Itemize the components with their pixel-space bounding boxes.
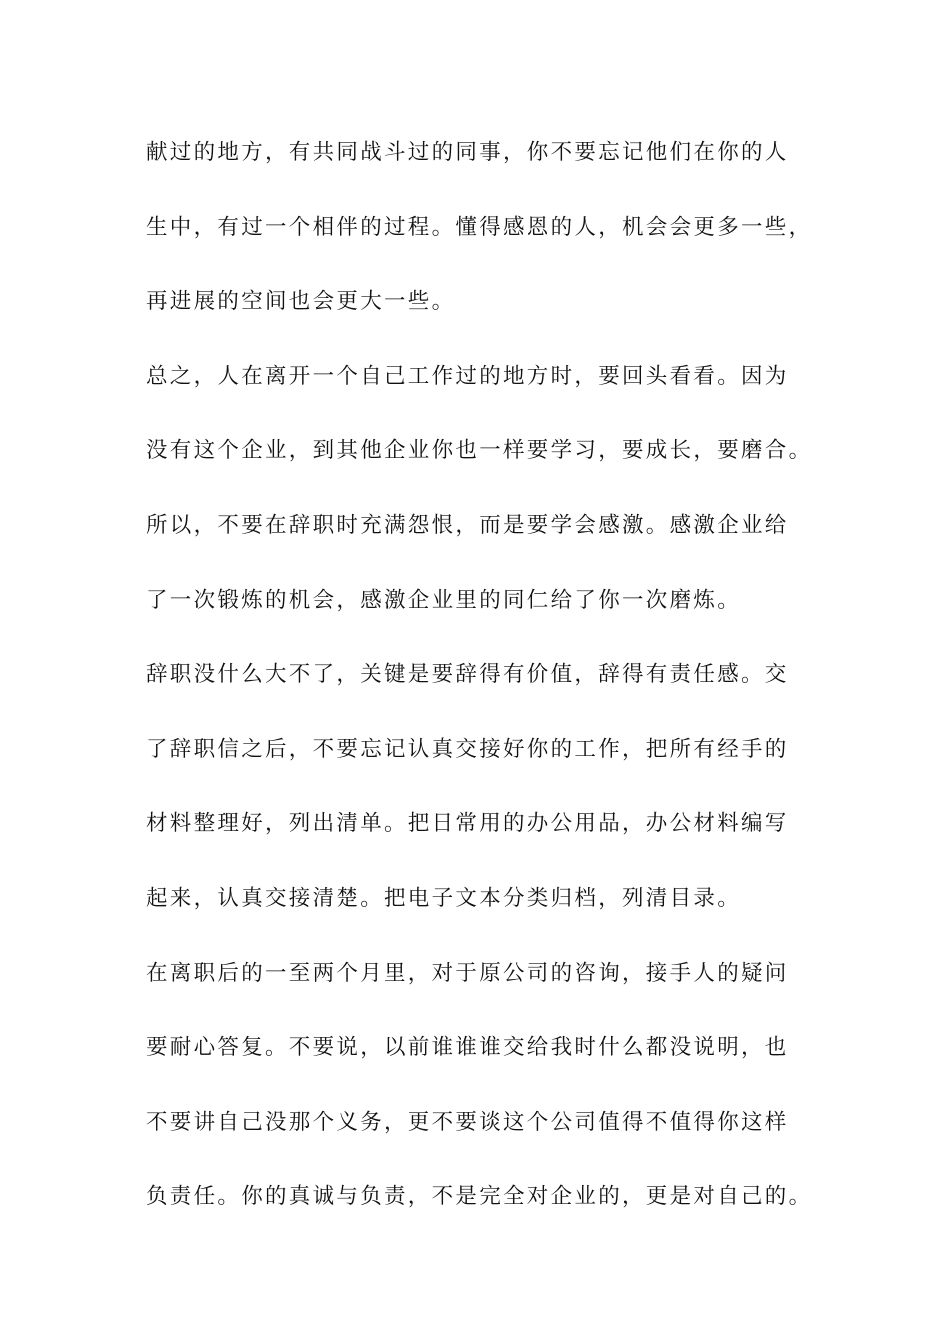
text-line: 生中，有过一个相伴的过程。懂得感恩的人，机会会更多一些， (146, 214, 813, 240)
text-line: 总之，人在离开一个自己工作过的地方时，要回头看看。因为 (146, 363, 789, 389)
text-line: 负责任。你的真诚与负责，不是完全对企业的，更是对自己的。 (146, 1184, 813, 1210)
text-line: 所以，不要在辞职时充满怨恨，而是要学会感激。感激企业给 (146, 512, 789, 538)
text-line: 献过的地方，有共同战斗过的同事，你不要忘记他们在你的人 (146, 140, 789, 165)
text-line: 不要讲自己没那个义务，更不要谈这个公司值得不值得你这样 (146, 1109, 789, 1135)
text-line: 材料整理好，列出清单。把日常用的办公用品，办公材料编写 (146, 811, 789, 837)
body-text (146, 132, 816, 1251)
text-line: 要耐心答复。不要说，以前谁谁谁交给我时什么都没说明，也 (146, 1035, 789, 1061)
text-line: 了辞职信之后，不要忘记认真交接好你的工作，把所有经手的 (146, 736, 789, 762)
text-line: 没有这个企业，到其他企业你也一样要学习，要成长，要磨合。 (146, 438, 813, 464)
text-line: 在离职后的一至两个月里，对于原公司的咨询，接手人的疑问 (146, 960, 789, 986)
text-line: 辞职没什么大不了，关键是要辞得有价值，辞得有责任感。交 (146, 662, 789, 688)
text-line: 了一次锻炼的机会，感激企业里的同仁给了你一次磨炼。 (146, 587, 742, 613)
text-line: 再进展的空间也会更大一些。 (146, 289, 456, 315)
text-line: 起来，认真交接清楚。把电子文本分类归档，列清目录。 (146, 885, 742, 911)
